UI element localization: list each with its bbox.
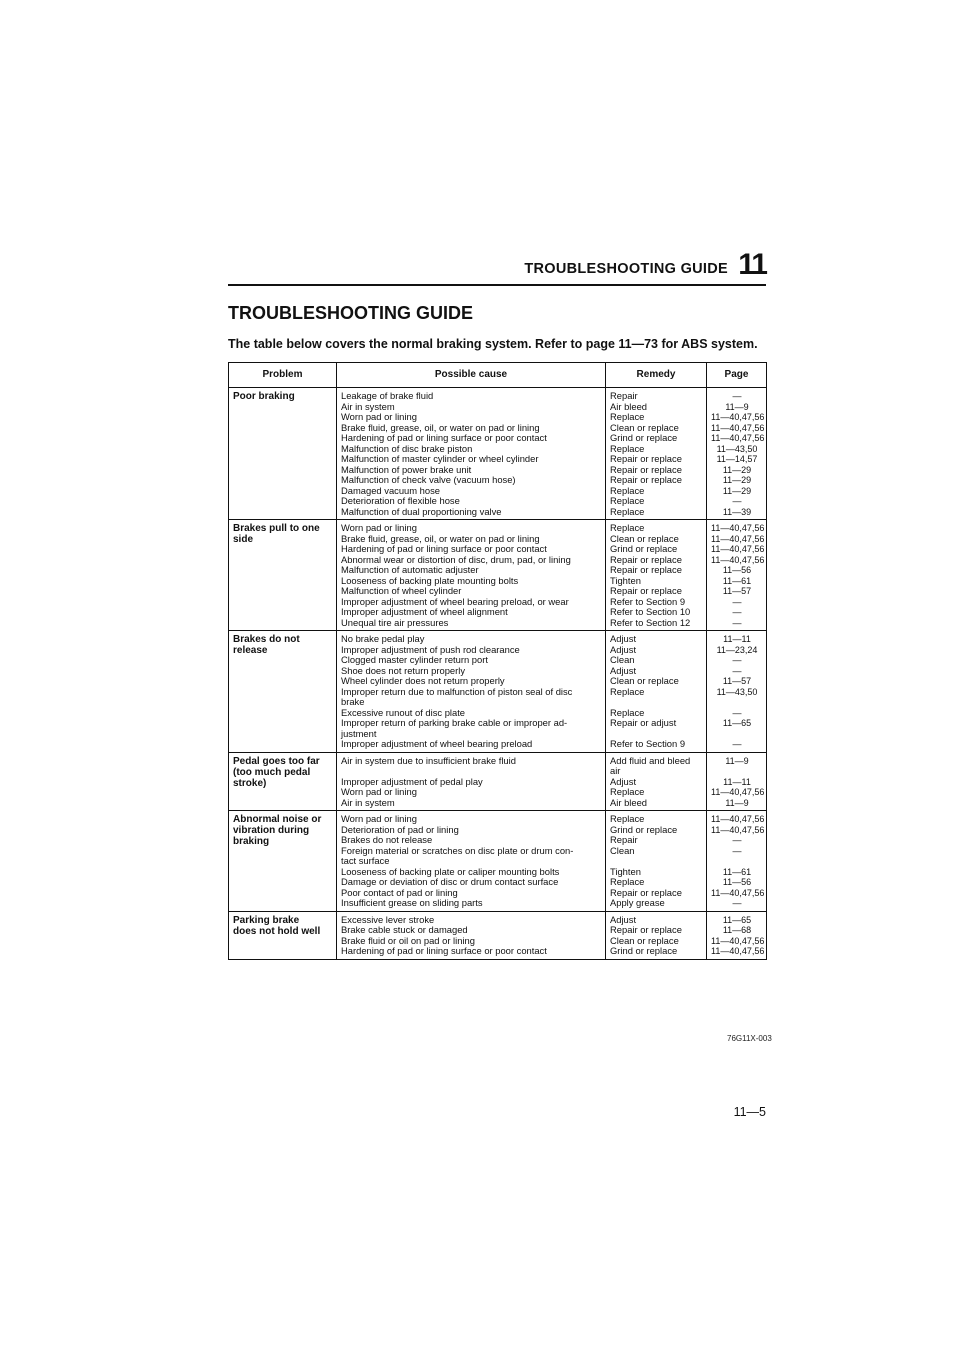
remedy-cell <box>606 811 707 912</box>
remedy-cell <box>606 388 707 520</box>
remedy-line: Repair or adjust <box>610 717 677 728</box>
problem-cell <box>229 631 337 753</box>
table-row <box>229 811 767 912</box>
page-line <box>711 697 763 708</box>
remedy-line: Repair or replace <box>610 585 682 596</box>
page-line: — <box>732 739 742 749</box>
remedy-line: Clean or replace <box>610 934 679 946</box>
page-line: 11—23,24 <box>716 644 758 655</box>
cause-line: Hardening of pad or lining surface or poor contact <box>341 945 547 956</box>
problem-cell <box>229 811 337 912</box>
remedy-line: Replace <box>610 442 645 454</box>
cause-line: Poor contact of pad or lining <box>341 886 458 898</box>
cause-line: Wheel cylinder does not return properly <box>341 675 505 686</box>
remedy-cell <box>606 631 707 753</box>
cause-line: Worn pad or lining <box>341 786 417 797</box>
remedy-line: Replace <box>610 505 645 517</box>
remedy-line: Replace <box>610 411 645 422</box>
problem-line: Parking brake <box>233 914 300 926</box>
cause-line: Excessive lever stroke <box>341 913 435 925</box>
page-line: 11—40,47,56 <box>711 814 765 824</box>
cause-line: Deterioration of pad or lining <box>341 823 459 835</box>
cause-cell <box>337 752 606 811</box>
cause-line: brake <box>341 696 365 707</box>
cause-line: Damage or deviation of disc or drum contact surface <box>341 876 559 887</box>
remedy-line: Clean <box>610 844 635 856</box>
header-remedy: Remedy <box>606 363 707 388</box>
header-possible-cause: Possible cause <box>337 363 606 388</box>
page-line: 11—57 <box>722 676 752 686</box>
problem-line: Poor braking <box>233 391 295 402</box>
cause-line: Insufficient grease on sliding parts <box>341 897 483 908</box>
remedy-line: Refer to Section 12 <box>610 616 691 628</box>
remedy-line: Grind or replace <box>610 823 678 835</box>
cause-line: Air in system <box>341 796 395 808</box>
remedy-line: Grind or replace <box>610 543 678 554</box>
problem-line: (too much pedal <box>233 766 311 778</box>
remedy-line: Refer to Section 10 <box>610 606 691 617</box>
page-line: — <box>732 391 742 401</box>
page-cell <box>707 631 767 753</box>
page-line: 11—56 <box>722 565 752 575</box>
problem-line: Brakes do not <box>233 634 300 645</box>
page-title: TROUBLESHOOTING GUIDE <box>228 303 474 323</box>
page-line: 11—65 <box>722 914 752 925</box>
cause-line: Clogged master cylinder return port <box>341 654 488 665</box>
page-line: — <box>732 655 742 665</box>
page-line: 11—68 <box>722 925 752 935</box>
cause-cell <box>337 388 606 520</box>
remedy-cell <box>606 911 707 959</box>
page-line: 11—29 <box>722 485 752 496</box>
cause-line: Malfunction of disc brake piston <box>341 442 473 454</box>
cause-line: Brake fluid, grease, oil, or water on pad or lining <box>341 421 540 433</box>
cause-cell <box>337 520 606 631</box>
remedy-line: Tighten <box>610 865 641 877</box>
page-line: — <box>732 496 742 506</box>
cause-line: Brake cable stuck or damaged <box>341 924 468 935</box>
cause-line: Unequal tire air pressures <box>341 616 449 628</box>
problem-line: does not hold well <box>233 925 321 937</box>
problem-line: side <box>233 534 254 545</box>
cause-line: Foreign material or scratches on disc plate or drum con- <box>341 844 574 856</box>
page-line: — <box>732 845 742 856</box>
cause-line: Improper adjustment of pedal play <box>341 775 483 787</box>
page-line: 11—11 <box>723 634 751 644</box>
remedy-line: Grind or replace <box>610 432 678 443</box>
figure-code: 76G11X-003 <box>727 1034 772 1043</box>
page-line: 11—40,47,56 <box>711 533 765 544</box>
cause-line: Worn pad or lining <box>341 411 417 422</box>
problem-line: vibration during <box>233 825 310 836</box>
remedy-line: Clean or replace <box>610 532 679 544</box>
problem-cell <box>229 911 337 959</box>
table-row <box>229 911 767 959</box>
cause-line: Worn pad or lining <box>341 522 417 533</box>
page-line: 11—56 <box>722 877 752 887</box>
cause-line: Deterioration of flexible hose <box>341 495 460 506</box>
page-line: 11—40,47,56 <box>711 824 765 835</box>
cause-line: Improper adjustment of push rod clearance <box>341 643 520 655</box>
header-chapter-number: 11 <box>738 248 766 281</box>
header-title: TROUBLESHOOTING GUIDE <box>524 261 728 277</box>
page-cell <box>707 388 767 520</box>
page-cell <box>707 520 767 631</box>
page-line <box>711 729 763 740</box>
remedy-line: Adjust <box>610 633 637 644</box>
page-line: 11—14,57 <box>716 454 758 464</box>
remedy-line: Apply grease <box>610 897 665 908</box>
cause-line: Malfunction of dual proportioning valve <box>341 505 502 517</box>
cause-line: Improper adjustment of wheel bearing preload <box>341 738 533 749</box>
page-line: 11—9 <box>725 401 749 412</box>
cause-cell <box>337 631 606 753</box>
cause-line: Excessive runout of disc plate <box>341 706 466 718</box>
page-line: 11—61 <box>722 866 752 877</box>
table-row <box>229 388 767 520</box>
cause-line: Air in system <box>341 400 395 412</box>
remedy-line: Repair or replace <box>610 474 682 485</box>
remedy-line: Clean or replace <box>610 421 679 433</box>
page-line: — <box>732 596 742 607</box>
cause-line: Malfunction of wheel cylinder <box>341 585 462 596</box>
remedy-line: Repair or replace <box>610 463 682 475</box>
cause-line: Improper adjustment of wheel alignment <box>341 606 508 617</box>
remedy-line: Repair or replace <box>610 453 682 464</box>
page-line: 11—9 <box>725 797 749 808</box>
page-line: — <box>732 607 742 617</box>
cause-line: No brake pedal play <box>341 633 425 644</box>
remedy-line: Refer to Section 9 <box>610 595 686 607</box>
remedy-line <box>610 856 703 867</box>
page-line: — <box>732 617 742 628</box>
cause-line <box>341 766 602 777</box>
page-line: 11—9 <box>725 755 749 766</box>
cause-line: justment <box>341 727 377 739</box>
remedy-line: Adjust <box>610 775 637 787</box>
page-number: 11—5 <box>733 1105 766 1119</box>
page-line: — <box>732 707 742 718</box>
page-cell <box>707 752 767 811</box>
page-line: 11—40,47,56 <box>711 412 765 422</box>
remedy-line: Replace <box>610 706 645 718</box>
problem-line: release <box>233 645 268 656</box>
cause-line: Worn pad or lining <box>341 813 417 824</box>
remedy-line: air <box>610 765 621 776</box>
remedy-line: Adjust <box>610 913 637 925</box>
cause-line: Malfunction of power brake unit <box>341 463 472 475</box>
remedy-line: Repair <box>610 834 638 845</box>
table-row <box>229 752 767 811</box>
header-page: Page <box>707 363 767 388</box>
table-row <box>229 520 767 631</box>
page-line: 11—40,47,56 <box>711 787 765 797</box>
troubleshooting-table <box>228 362 767 960</box>
cause-line: Improper return of parking brake cable or improper ad- <box>341 717 568 728</box>
remedy-cell <box>606 520 707 631</box>
problem-line: stroke) <box>233 777 267 789</box>
remedy-line: Air bleed <box>610 400 648 412</box>
page-line: — <box>732 898 742 908</box>
cause-line: Looseness of backing plate or caliper mounting bolts <box>341 865 560 877</box>
remedy-cell <box>606 752 707 811</box>
remedy-line: Adjust <box>610 643 637 655</box>
problem-cell <box>229 520 337 631</box>
remedy-line: Repair or replace <box>610 886 682 898</box>
remedy-line: Replace <box>610 786 645 797</box>
problem-line: braking <box>233 836 270 847</box>
remedy-line: Replace <box>610 813 645 824</box>
cause-line: Improper adjustment of wheel bearing preload, or wear <box>341 595 569 607</box>
page-line: 11—29 <box>722 475 752 485</box>
page-cell <box>707 911 767 959</box>
page-header <box>228 250 766 286</box>
remedy-line: Refer to Section 9 <box>610 738 686 749</box>
table-row <box>229 631 767 753</box>
page-line: 11—29 <box>722 464 752 475</box>
page-line: — <box>732 665 742 676</box>
page-line: 11—40,47,56 <box>711 433 765 443</box>
cause-line: Improper return due to malfunction of piston seal of disc <box>341 685 573 697</box>
cause-line: Brake fluid, grease, oil, or water on pad or lining <box>341 532 540 544</box>
remedy-line: Replace <box>610 484 645 496</box>
cause-cell <box>337 811 606 912</box>
page-line: 11—65 <box>722 718 752 728</box>
table-body <box>229 388 767 960</box>
cause-line: Brakes do not release <box>341 834 433 845</box>
problem-cell <box>229 388 337 520</box>
remedy-line: Replace <box>610 495 645 506</box>
page-line: 11—40,47,56 <box>711 523 765 533</box>
page-line: 11—40,47,56 <box>711 422 765 433</box>
cause-line: Hardening of pad or lining surface or poor contact <box>341 543 547 554</box>
cause-line: Air in system due to insufficient brake fluid <box>341 754 516 766</box>
page-line <box>711 856 763 867</box>
cause-line: Damaged vacuum hose <box>341 484 441 496</box>
page-line: 11—11 <box>723 776 751 787</box>
problem-cell <box>229 752 337 811</box>
cause-line: Hardening of pad or lining surface or poor contact <box>341 432 547 443</box>
cause-line: Leakage of brake fluid <box>341 390 434 401</box>
remedy-line: Grind or replace <box>610 945 678 956</box>
remedy-line: Add fluid and bleed <box>610 754 691 766</box>
remedy-line: Replace <box>610 876 645 887</box>
cause-line: Shoe does not return properly <box>341 664 466 676</box>
remedy-line: Replace <box>610 685 645 697</box>
remedy-line: Repair or replace <box>610 564 682 575</box>
cause-line: Malfunction of check valve (vacuum hose) <box>341 474 516 485</box>
remedy-line: Adjust <box>610 664 637 676</box>
page-line: 11—40,47,56 <box>711 935 765 946</box>
page-line: — <box>732 835 742 845</box>
page-line: 11—40,47,56 <box>711 554 765 565</box>
problem-line: Brakes pull to one <box>233 523 320 534</box>
cause-line: Abnormal wear or distortion of disc, drum, pad, or lining <box>341 553 571 565</box>
remedy-line: Clean or replace <box>610 675 679 686</box>
cause-line: Brake fluid or oil on pad or lining <box>341 934 475 946</box>
remedy-line: Air bleed <box>610 796 648 808</box>
page-line <box>711 766 763 777</box>
remedy-line: Repair <box>610 390 638 401</box>
page-line: 11—39 <box>722 506 752 517</box>
intro-text: The table below covers the normal braking system. Refer to page 11—73 for ABS system. <box>228 337 758 351</box>
page-line: 11—40,47,56 <box>711 544 765 554</box>
page-line: 11—61 <box>722 575 752 586</box>
remedy-line: Tighten <box>610 574 641 586</box>
remedy-line: Replace <box>610 522 645 533</box>
cause-cell <box>337 911 606 959</box>
page-line: 11—57 <box>722 586 752 596</box>
cause-line: Looseness of backing plate mounting bolts <box>341 574 519 586</box>
table-header-row <box>229 363 767 388</box>
remedy-line <box>610 697 703 708</box>
problem-line: Abnormal noise or <box>233 814 322 825</box>
cause-line: tact surface <box>341 855 390 866</box>
page-line: 11—43,50 <box>716 686 758 697</box>
page-line: 11—43,50 <box>716 443 758 454</box>
page-line: 11—40,47,56 <box>711 946 765 956</box>
remedy-line: Repair or replace <box>610 924 682 935</box>
cause-line: Malfunction of automatic adjuster <box>341 564 479 575</box>
cause-line: Malfunction of master cylinder or wheel cylinder <box>341 453 539 464</box>
remedy-line: Repair or replace <box>610 553 682 565</box>
page-cell <box>707 811 767 912</box>
remedy-line: Clean <box>610 654 635 665</box>
page-line: 11—40,47,56 <box>711 887 765 898</box>
problem-line: Pedal goes too far <box>233 755 320 767</box>
header-problem: Problem <box>229 363 337 388</box>
